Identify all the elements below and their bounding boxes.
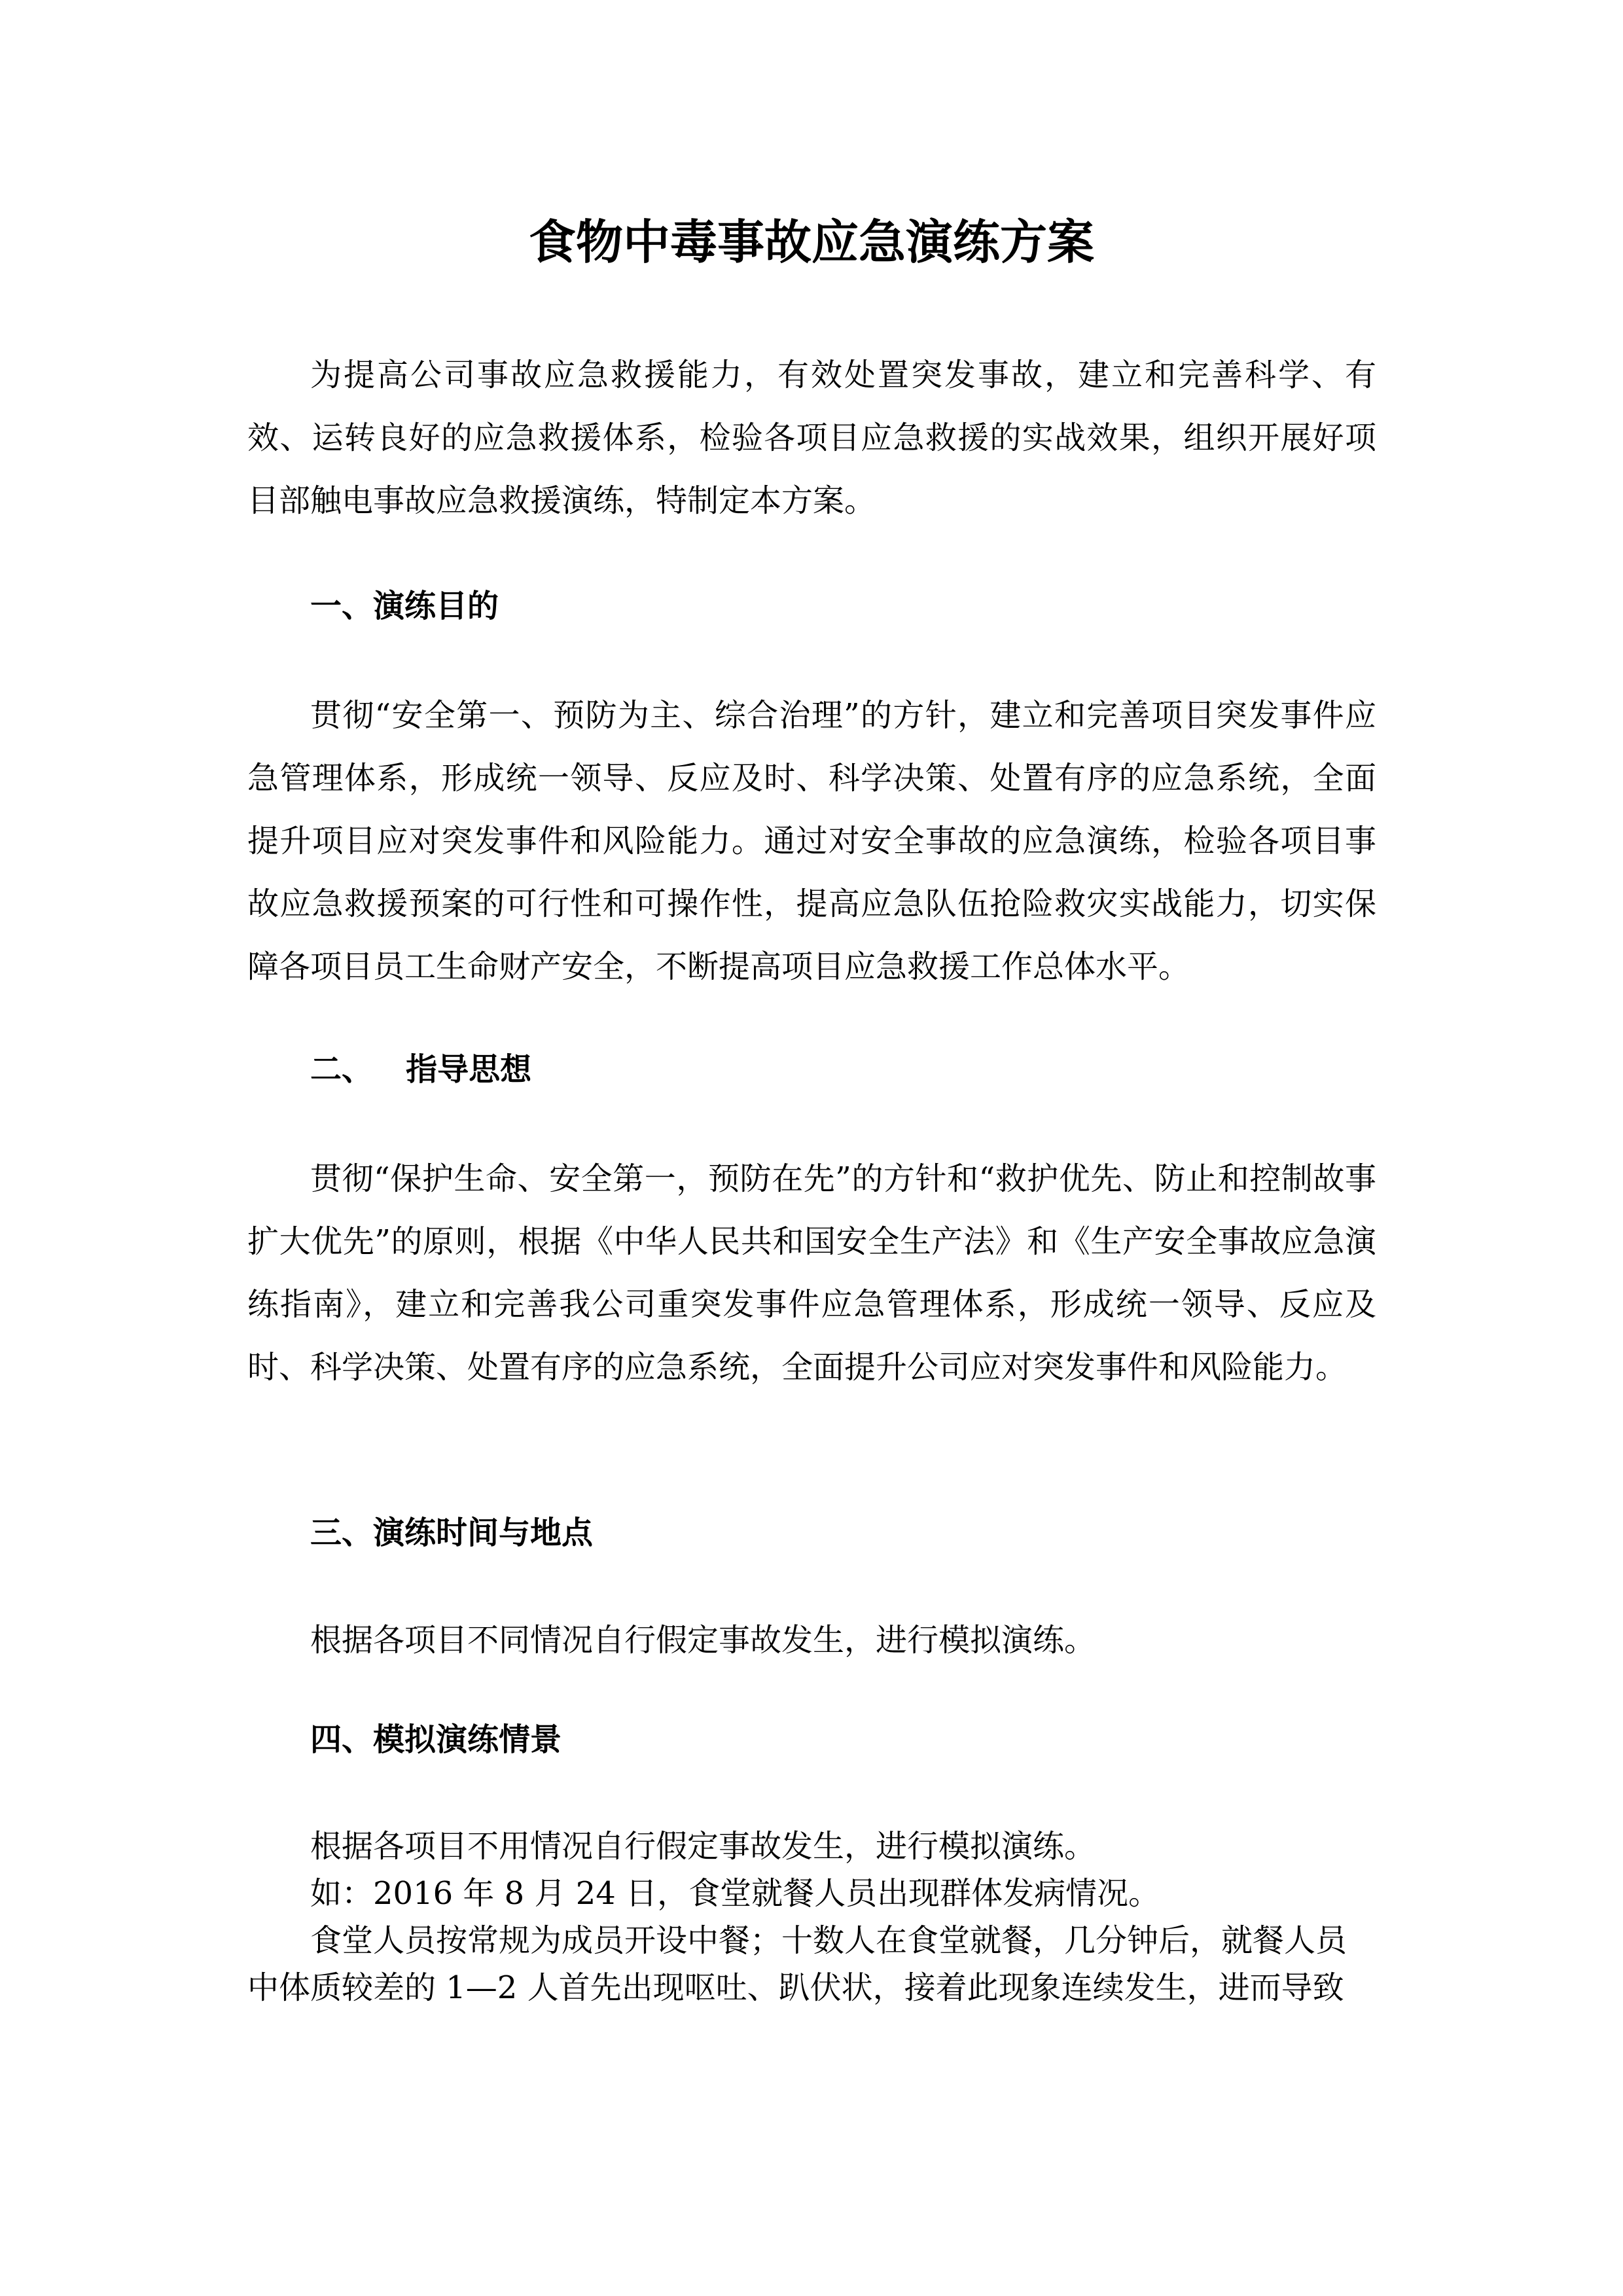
document-title: 食物中毒事故应急演练方案 (528, 214, 1094, 270)
section-4-line: 如：2016 年 8 月 24 日，食堂就餐人员出现群体发病情况。 (310, 1875, 1160, 1912)
section-1-body-block (247, 684, 1376, 998)
section-3-body-block (247, 1617, 1376, 1664)
section-2-body: 贯彻“保护生命、安全第一，预防在先”的方针和“救护优先、防止和控制故事扩大优先”的原则，根据《中华人民共和国安全生产法》和《生产安全事故应急演练指南》，建立和完善我公司重突发事件应急管理体系，形成统一领导、反应及时、科学决策、处置有序的应急系统，全面提升公司应对突发事件和风险能力。 (247, 1160, 1376, 1386)
section-4-line: 中体质较差的 1—2 人首先出现呕吐、趴伏状，接着此现象连续发生，进而导致 (247, 1969, 1344, 2006)
section-2-body-block (247, 1147, 1376, 1399)
section-4-line: 根据各项目不用情况自行假定事故发生，进行模拟演练。 (310, 1828, 1096, 1865)
section-4-body-block (247, 1823, 1376, 2011)
section-4-line: 食堂人员按常规为成员开设中餐；十数人在食堂就餐，几分钟后，就餐人员 (310, 1922, 1347, 1959)
section-3-body: 根据各项目不同情况自行假定事故发生，进行模拟演练。 (310, 1622, 1096, 1659)
intro-paragraph-block (247, 344, 1376, 532)
section-3-heading: 三、演练时间与地点 (310, 1515, 594, 1551)
section-1-heading: 一、演练目的 (310, 588, 499, 624)
intro-paragraph: 为提高公司事故应急救援能力，有效处置突发事故，建立和完善科学、有效、运转良好的应急救援体系，检验各项目应急救援的实战效果，组织开展好项目部触电事故应急救援演练，特制定本方案。 (247, 357, 1376, 519)
section-4-heading: 四、模拟演练情景 (310, 1721, 562, 1758)
section-1-body: 贯彻“安全第一、预防为主、综合治理”的方针，建立和完善项目突发事件应急管理体系，形成统一领导、反应及时、科学决策、处置有序的应急系统，全面提升项目应对突发事件和风险能力。通过对安全事故的应急演练，检验各项目事故应急救援预案的可行性和可操作性，提高应急队伍抢险救灾实战能力，切实保障各项目员工生命财产安全，不断提高项目应急救援工作总体水平。 (247, 697, 1376, 985)
section-2-heading: 二、 指导思想 (310, 1051, 532, 1088)
